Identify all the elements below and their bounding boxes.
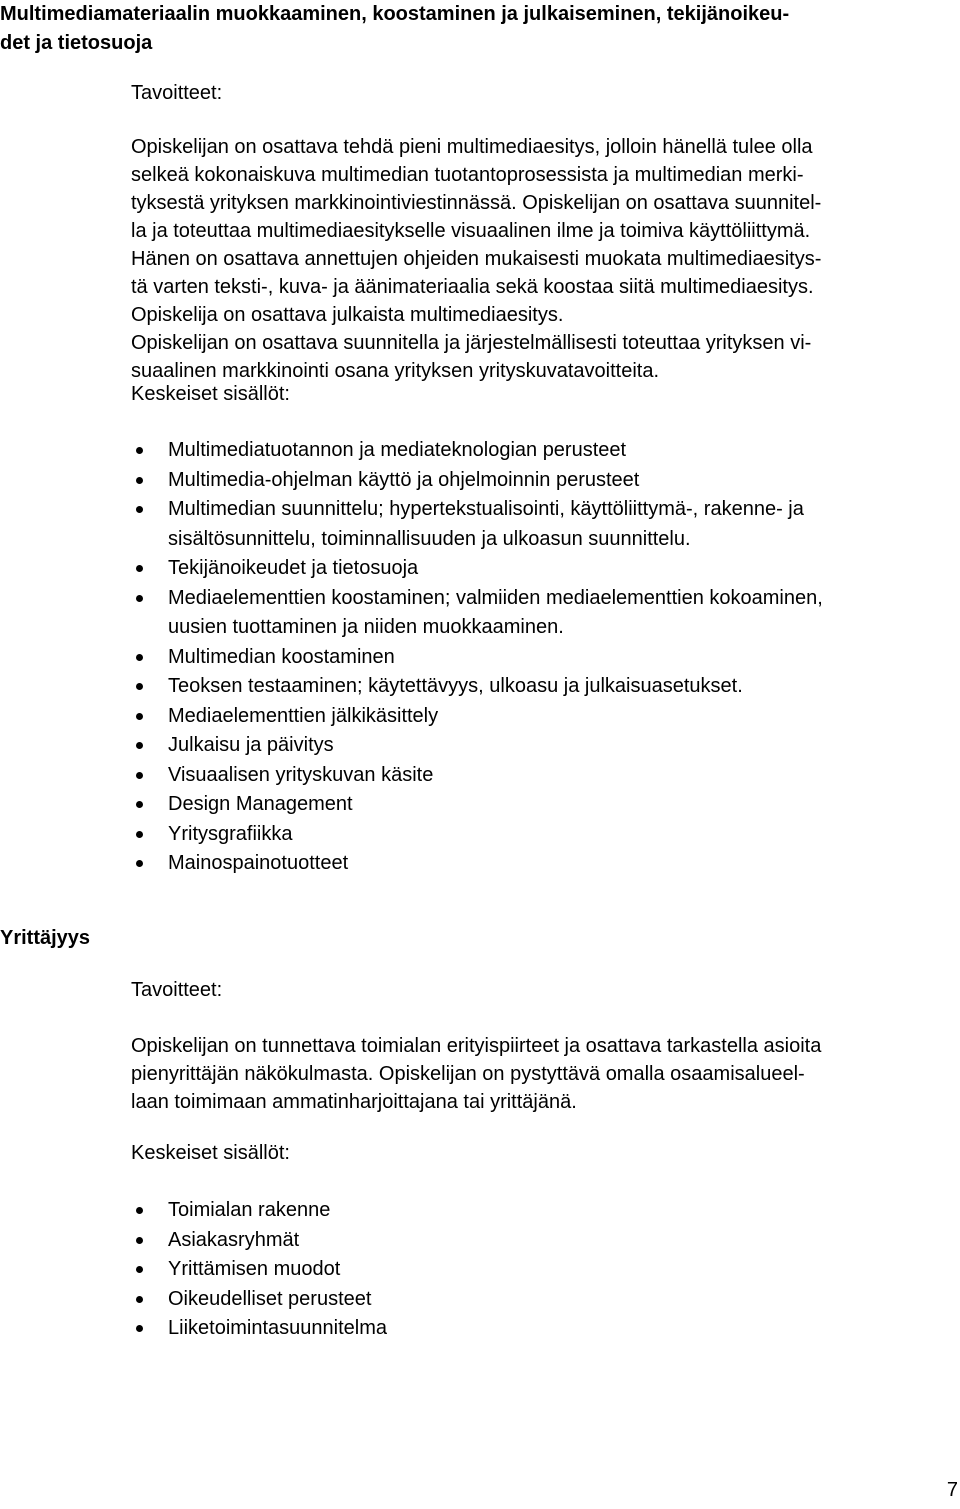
objectives-label: Tavoitteet:	[131, 82, 223, 104]
bullet-icon	[136, 565, 143, 572]
list-item	[131, 1285, 960, 1315]
list-item-text: Multimediatuotannon ja mediateknologian perusteet	[168, 439, 627, 461]
bullet-icon	[136, 1266, 143, 1273]
list-item-text: uusien tuottaminen ja niiden muokkaaminen.	[168, 616, 564, 638]
list-item-text: Julkaisu ja päivitys	[168, 734, 334, 756]
paragraph-line: pienyrittäjän näkökulmasta. Opiskelijan on pystyttävä omalla osaamisalueel-	[131, 1063, 805, 1085]
bullet-icon	[136, 447, 143, 454]
list-item-text: Asiakasryhmät	[168, 1228, 300, 1251]
list-item	[131, 466, 960, 496]
contents-label: Keskeiset sisällöt:	[131, 383, 290, 405]
objectives-paragraph	[131, 1032, 960, 1116]
paragraph-line: laan toimimaan ammatinharjoittajana tai yrittäjänä.	[131, 1091, 577, 1113]
bullet-icon	[136, 742, 143, 749]
section-title-line: det ja tietosuoja	[0, 32, 153, 54]
bullet-icon	[136, 831, 143, 838]
paragraph-line: la ja toteuttaa multimediaesitykselle visuaalinen ilme ja toimiva käyttöliittymä.	[131, 220, 811, 242]
list-item-text: Oikeudelliset perusteet	[168, 1287, 372, 1310]
paragraph-line: Hänen on osattava annettujen ohjeiden mukaisesti muokata multimediaesitys-	[131, 248, 822, 270]
list-item	[131, 554, 960, 584]
paragraph-line: Opiskelija on osattava julkaista multimediaesitys.	[131, 304, 564, 326]
list-item-text: Multimedian suunnittelu; hypertekstualisointi, käyttöliittymä-, rakenne- ja	[168, 498, 804, 520]
bullet-icon	[136, 1207, 143, 1214]
list-item	[131, 1314, 960, 1344]
content-list	[131, 1196, 960, 1344]
paragraph-line: Opiskelijan on osattava tehdä pieni multimediaesitys, jolloin hänellä tulee olla	[131, 136, 813, 158]
list-item-text: sisältösunnittelu, toiminnallisuuden ja ulkoasun suunnittelu.	[168, 527, 691, 550]
section-title-multimedia	[0, 0, 960, 58]
list-item	[131, 495, 960, 554]
paragraph-line: tyksestä yrityksen markkinointiviestinnässä. Opiskelijan on osattava suunnitel-	[131, 192, 822, 214]
page-number: 7	[946, 1479, 958, 1501]
bullet-icon	[136, 801, 143, 808]
list-item	[131, 672, 960, 702]
list-item	[131, 1226, 960, 1256]
bullet-icon	[136, 506, 143, 513]
list-item-text: Design Management	[168, 793, 353, 815]
bullet-icon	[136, 683, 143, 690]
bullet-icon	[136, 860, 143, 867]
list-item-text: Mediaelementtien jälkikäsittely	[168, 704, 439, 727]
section-title-line: Multimediamateriaalin muokkaaminen, koostaminen ja julkaiseminen, tekijänoikeu-	[0, 3, 790, 25]
list-item	[131, 643, 960, 673]
list-item-text: Mainospainotuotteet	[168, 852, 349, 874]
bullet-icon	[136, 595, 143, 602]
list-item-text: Teoksen testaaminen; käytettävyys, ulkoasu ja julkaisuasetukset.	[168, 675, 743, 697]
bullet-icon	[136, 772, 143, 779]
section-title-yrittajyys: Yrittäjyys	[0, 927, 91, 949]
list-item-text: Liiketoimintasuunnitelma	[168, 1317, 388, 1339]
bullet-icon	[136, 1325, 143, 1332]
list-item	[131, 849, 960, 879]
list-item	[131, 1196, 960, 1226]
bullet-icon	[136, 1237, 143, 1244]
content-list	[131, 436, 960, 879]
list-item-text: Yritysgrafiikka	[168, 822, 293, 845]
bullet-icon	[136, 654, 143, 661]
list-item-text: Mediaelementtien koostaminen; valmiiden mediaelementtien kokoaminen,	[168, 586, 823, 609]
list-item-text: Multimedia-ohjelman käyttö ja ohjelmoinnin perusteet	[168, 468, 640, 491]
objectives-label: Tavoitteet:	[131, 979, 223, 1001]
paragraph-line: selkeä kokonaiskuva multimedian tuotantoprosessista ja multimedian merki-	[131, 164, 804, 186]
paragraph-line: tä varten teksti-, kuva- ja äänimateriaalia sekä koostaa siitä multimediaesitys.	[131, 276, 814, 298]
list-item-text: Tekijänoikeudet ja tietosuoja	[168, 557, 419, 579]
bullet-icon	[136, 1296, 143, 1303]
list-item	[131, 702, 960, 732]
contents-label: Keskeiset sisällöt:	[131, 1142, 290, 1164]
bullet-icon	[136, 713, 143, 720]
list-item	[131, 790, 960, 820]
list-item	[131, 820, 960, 850]
list-item-text: Multimedian koostaminen	[168, 645, 395, 668]
list-item-text: Yrittämisen muodot	[168, 1258, 341, 1280]
list-item	[131, 1255, 960, 1285]
paragraph-line: Opiskelijan on osattava suunnitella ja järjestelmällisesti toteuttaa yrityksen vi-	[131, 332, 812, 354]
bullet-icon	[136, 477, 143, 484]
list-item-text: Visuaalisen yrityskuvan käsite	[168, 763, 434, 786]
paragraph-line: suaalinen markkinointi osana yrityksen yrityskuvatavoitteita.	[131, 360, 660, 382]
list-item	[131, 584, 960, 643]
paragraph-line: Opiskelijan on tunnettava toimialan erityispiirteet ja osattava tarkastella asioita	[131, 1035, 822, 1057]
list-item	[131, 761, 960, 791]
list-item	[131, 436, 960, 466]
objectives-paragraph	[131, 133, 960, 385]
list-item-text: Toimialan rakenne	[168, 1199, 331, 1221]
list-item	[131, 731, 960, 761]
